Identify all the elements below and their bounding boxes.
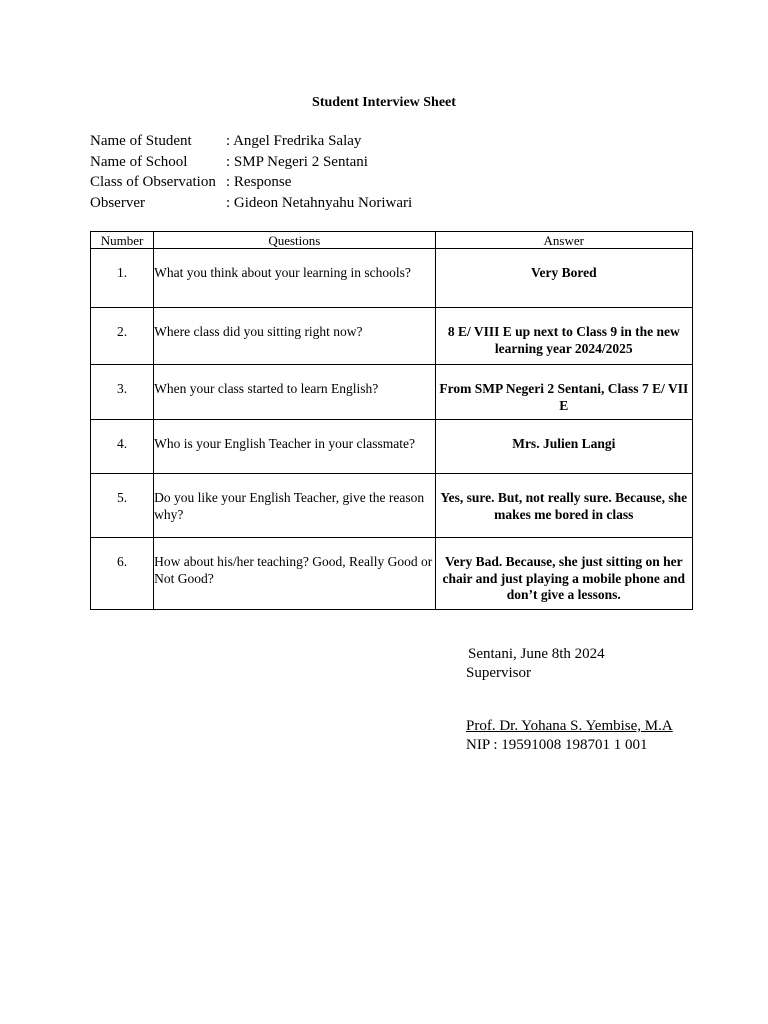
question-text: When your class started to learn English? xyxy=(154,381,379,396)
info-value: : Gideon Netahnyahu Noriwari xyxy=(226,194,413,211)
question-cell xyxy=(154,474,435,538)
signature-name: Prof. Dr. Yohana S. Yembise, M.A xyxy=(466,718,673,734)
question-text: How about his/her teaching? Good, Really Good or Not Good? xyxy=(154,554,433,586)
signature-nip: NIP : 19591008 198701 1 001 xyxy=(466,737,648,753)
info-label: Name of School xyxy=(90,153,188,170)
info-label: Observer xyxy=(90,194,145,211)
answer-text: Mrs. Julien Langi xyxy=(512,436,616,451)
info-row-school-name xyxy=(90,152,412,173)
table-row xyxy=(91,365,693,420)
interview-table xyxy=(90,231,693,610)
answer-text: 8 E/ VIII E up next to Class 9 in the new learning year 2024/2025 xyxy=(447,324,680,356)
info-label: Class of Observation xyxy=(90,174,216,190)
row-number-cell xyxy=(91,249,154,308)
answer-text: Very Bad. Because, she just sitting on her chair and just playing a mobile phone and don’t give a lessons. xyxy=(442,554,685,602)
answer-cell xyxy=(435,249,692,308)
row-number: 3. xyxy=(116,381,128,396)
column-header-answer: Answer xyxy=(435,232,692,249)
question-text: What you think about your learning in schools? xyxy=(154,265,411,280)
signature-role: Supervisor xyxy=(466,665,531,681)
answer-cell xyxy=(435,308,692,365)
answer-text: Very Bored xyxy=(530,265,597,280)
info-row-class-of-observation xyxy=(90,172,412,193)
question-cell xyxy=(154,308,435,365)
row-number: 4. xyxy=(116,436,128,451)
row-number-cell xyxy=(91,365,154,420)
info-label: Name of Student xyxy=(90,133,192,149)
answer-cell xyxy=(435,538,692,610)
answer-text: Yes, sure. But, not really sure. Because, she makes me bored in class xyxy=(440,490,688,522)
column-header-number: Number xyxy=(91,232,154,249)
question-cell xyxy=(154,420,435,474)
row-number: 5. xyxy=(116,490,128,505)
table-row xyxy=(91,249,693,308)
answer-cell xyxy=(435,365,692,420)
info-value: : Angel Fredrika Salay xyxy=(226,133,362,149)
answer-cell xyxy=(435,474,692,538)
question-cell xyxy=(154,249,435,308)
question-text: Where class did you sitting right now? xyxy=(154,324,363,339)
table-row xyxy=(91,308,693,365)
info-value: : SMP Negeri 2 Sentani xyxy=(226,153,368,170)
answer-text: From SMP Negeri 2 Sentani, Class 7 E/ VII E xyxy=(439,381,689,413)
question-cell xyxy=(154,538,435,610)
table-row xyxy=(91,474,693,538)
question-text: Do you like your English Teacher, give the reason why? xyxy=(154,490,425,522)
row-number-cell xyxy=(91,420,154,474)
row-number-cell xyxy=(91,308,154,365)
signature-block xyxy=(466,645,673,755)
row-number: 6. xyxy=(116,554,128,569)
table-row xyxy=(91,420,693,474)
student-info-block xyxy=(90,131,412,213)
row-number-cell xyxy=(91,538,154,610)
row-number: 2. xyxy=(116,324,128,339)
page-title: Student Interview Sheet xyxy=(312,95,456,110)
table-row xyxy=(91,538,693,610)
info-row-student-name xyxy=(90,131,412,152)
column-header-questions: Questions xyxy=(154,232,435,249)
question-cell xyxy=(154,365,435,420)
answer-cell xyxy=(435,420,692,474)
info-value: : Response xyxy=(226,174,292,190)
row-number: 1. xyxy=(116,265,128,280)
table-header-row xyxy=(91,232,693,249)
question-text: Who is your English Teacher in your classmate? xyxy=(154,436,415,451)
info-row-observer xyxy=(90,193,412,214)
row-number-cell xyxy=(91,474,154,538)
signature-place-date: Sentani, June 8th 2024 xyxy=(468,646,605,662)
